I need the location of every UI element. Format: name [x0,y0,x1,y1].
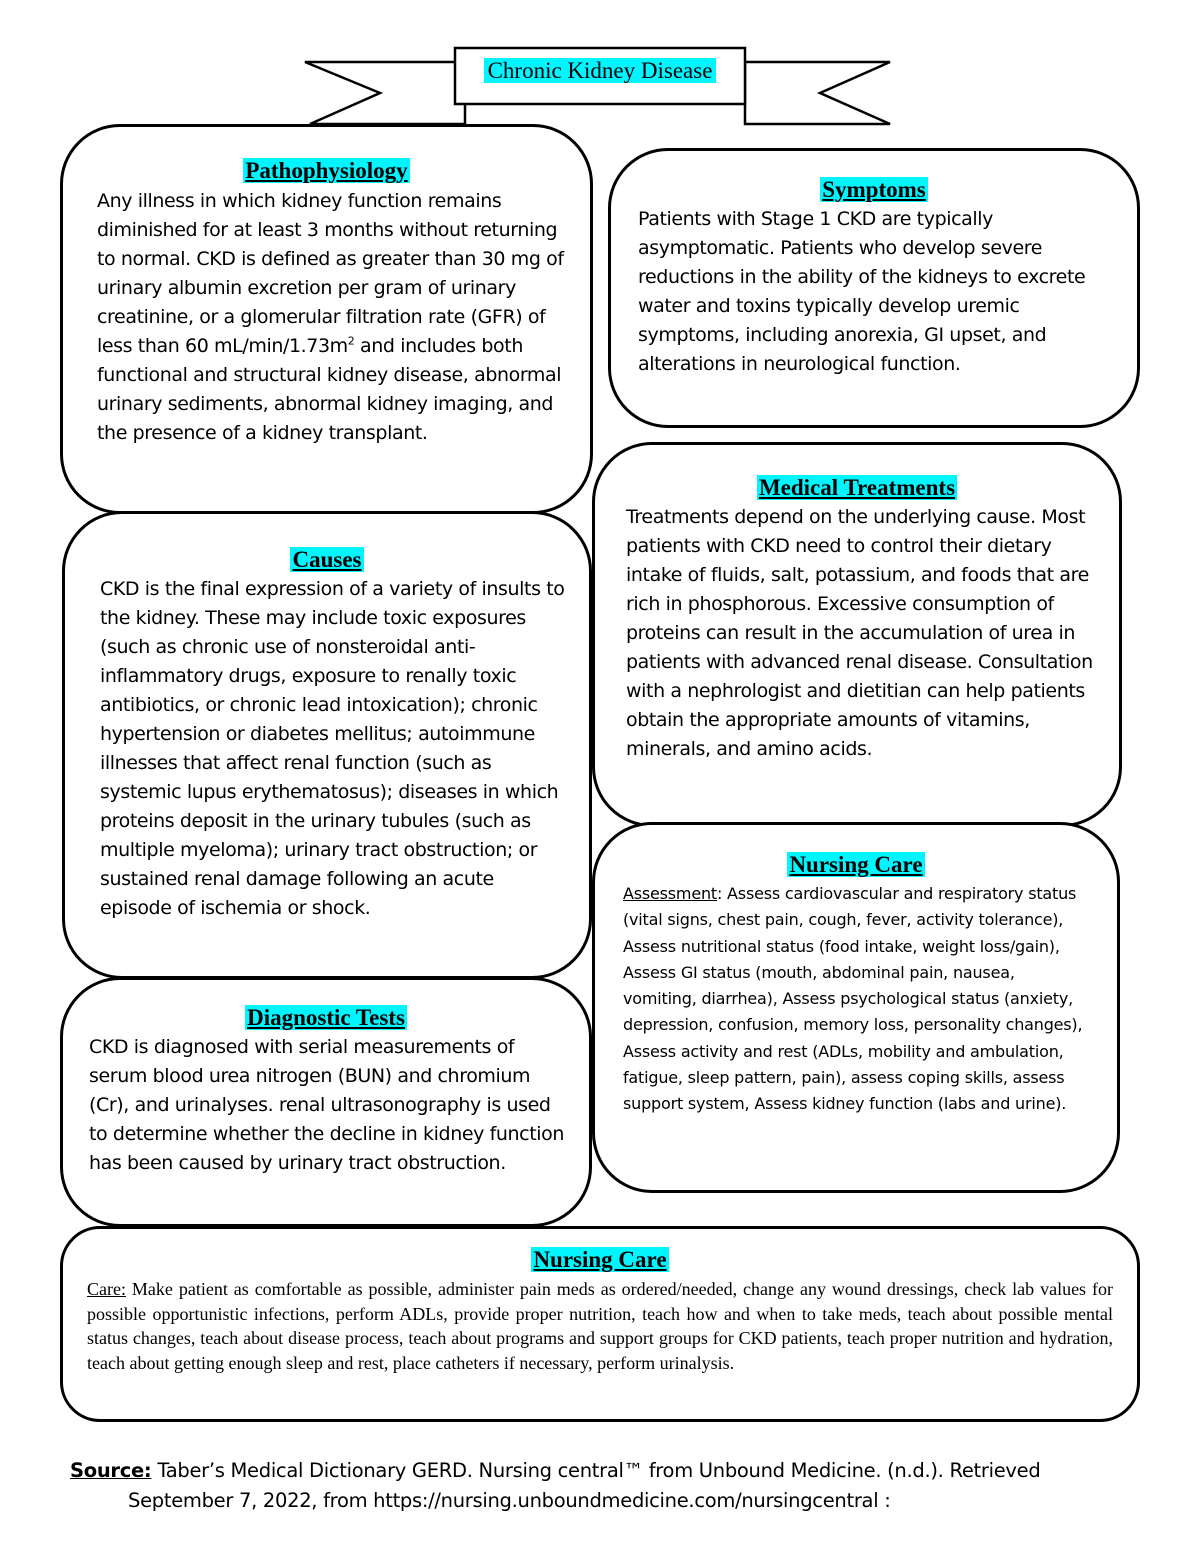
nursing-care-text: Care: Make patient as comfortable as possible, administer pain meds as ordered/needed, change any wound dressings, check lab values for possible opportunistic infections, perform ADLs, provide proper nutrition, teach how and when to take meds, teach about possible mental status changes, teach about disease process, teach about programs and support groups for CKD patients, teach proper nutrition and hydration, teach about getting enough sleep and rest, place catheters if necessary, perform urinalysis. [87,1279,1113,1373]
symptoms-heading: Symptoms [822,177,926,202]
page-title: Chronic Kidney Disease [455,56,745,86]
diagnostic-tests-text: CKD is diagnosed with serial measurements of serum blood urea nitrogen (BUN) and chromium (Cr), and urinalyses. renal ultrasonography is used to determine whether the decline in kidney function has been caused by urinary tract obstruction. [89,1036,565,1174]
medical-treatments-text: Treatments depend on the underlying cause. Most patients with CKD need to control their dietary intake of fluids, salt, potassium, and foods that are rich in phosphorous. Excessive consumption of proteins can result in the accumulation of urea in patients with advanced renal disease. Consultation with a nephrologist and dietitian can help patients obtain the appropriate amounts of vitamins, minerals, and amino acids. [626,506,1093,760]
nursing-care-heading: Nursing Care [533,1247,667,1272]
causes-heading: Causes [292,547,362,572]
symptoms-box [608,148,1140,428]
assessment-label: Assessment [623,884,717,903]
symptoms-text: Patients with Stage 1 CKD are typically asymptomatic. Patients who develop severe reductions in the ability of the kidneys to excrete water and toxins typically develop uremic symptoms, including anorexia, GI upset, and alterations in neurological function. [638,208,1086,375]
source-line-2: September 7, 2022, from https://nursing.unboundmedicine.com/nursingcentral : [128,1489,891,1512]
nursing-assessment-box [592,822,1120,1193]
medical-treatments-box [592,442,1122,827]
source-citation: Source: Taber’s Medical Dictionary GERD. Nursing central™ from Unbound Medicine. (n.d.). Retrieved September 7, 2022, from https://nursing.unboundmedicine.com/nursingcentral : [70,1456,1150,1516]
diagnostic-tests-heading: Diagnostic Tests [247,1005,405,1030]
causes-box [62,511,592,979]
nursing-assessment-heading: Nursing Care [789,852,923,877]
pathophysiology-text: Any illness in which kidney function remains diminished for at least 3 months without returning to normal. CKD is defined as greater than 30 mg of urinary albumin excretion per gram of urinary creatinine, or a glomerular filtration rate (GFR) of less than 60 $mL/\min/1.73m^2$ and includes both functional and structural kidney disease, abnormal urinary sediments, abnormal kidney imaging, and the presence of a kidney transplant. [97,190,564,444]
care-label: Care: [87,1279,126,1299]
diagnostic-tests-box [60,977,592,1227]
pathophysiology-box [60,124,593,514]
nursing-assessment-text: Assessment: Assess cardiovascular and respiratory status (vital signs, chest pain, cough, fever, activity tolerance), Assess nutritional status (food intake, weight loss/gain), Assess GI status (mouth, abdominal pain, nausea, vomiting, diarrhea), Assess psychological status (anxiety, depression, confusion, memory loss, personality changes), Assess activity and rest (ADLs, mobility and ambulation, fatigue, sleep pattern, pain), assess coping skills, assess support system, Assess kidney function (labs and urine). [623,884,1083,1114]
causes-text: CKD is the final expression of a variety of insults to the kidney. These may include toxic exposures (such as chronic use of nonsteroidal anti-inflammatory drugs, exposure to renally toxic antibiotics, or chronic lead intoxication); chronic hypertension or diabetes mellitus; autoimmune illnesses that affect renal function (such as systemic lupus erythematosus); diseases in which proteins deposit in the urinary tubules (such as multiple myeloma); urinary tract obstruction; or sustained renal damage following an acute episode of ischemia or shock. [100,578,565,919]
pathophysiology-heading: Pathophysiology [245,158,408,183]
nursing-care-box [60,1226,1140,1422]
source-label: Source: [70,1459,152,1482]
medical-treatments-heading: Medical Treatments [758,475,956,500]
